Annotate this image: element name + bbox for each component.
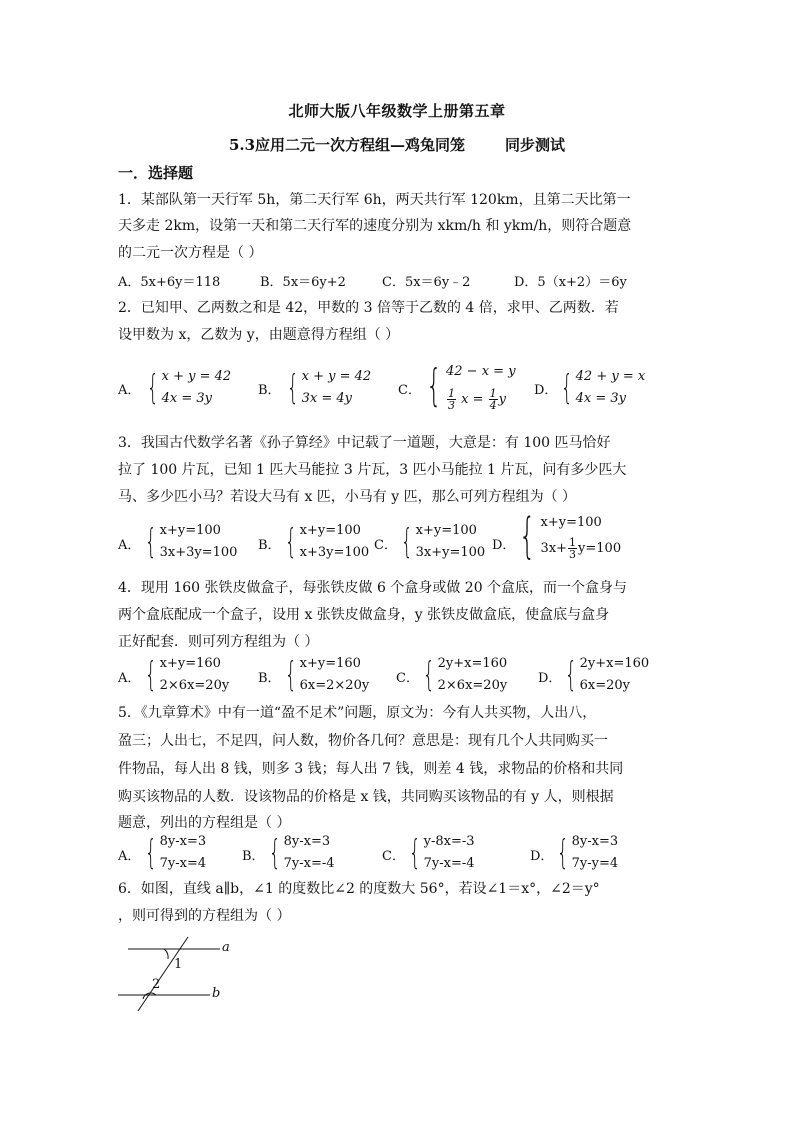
angle-1-arc — [164, 949, 168, 959]
brace-icon: { — [284, 655, 297, 695]
q5-label-b: B． — [242, 849, 265, 864]
brace-icon: { — [422, 655, 435, 695]
q4-label-c: C． — [396, 671, 419, 686]
q4-label-d: D． — [538, 671, 562, 686]
brace-icon: { — [144, 833, 157, 873]
q1-option-b[interactable]: B．5x＝6y+2 — [260, 275, 346, 290]
eq-row: 3x+y=100 — [415, 545, 486, 560]
doc-subtitle — [0, 134, 794, 155]
eq-row: $\frac{1}{3}$ x = $\frac{1}{4}$ y — [448, 387, 506, 412]
brace-icon: { — [144, 522, 157, 562]
q4-option-c[interactable] — [418, 653, 507, 697]
q5-label-d: D． — [530, 849, 554, 864]
eq-row: x+y=100 — [159, 523, 221, 538]
eq-row: x+y=100 — [299, 523, 361, 538]
q4-option-b[interactable] — [280, 653, 369, 697]
eq-row: 7y-x=4 — [159, 856, 207, 871]
eq-row: x+y=160 — [159, 656, 221, 671]
q3-label-d: D． — [492, 538, 516, 553]
angle-1-label: 1 — [174, 957, 183, 972]
q3-option-a[interactable] — [140, 520, 237, 564]
q4-line-2: 两个盒底配成一个盒子，设用 x 张铁皮做盒身，y 张铁皮做盒底，使盒底与盒身 — [118, 607, 610, 623]
q5-option-c[interactable] — [404, 831, 475, 875]
q5-line-4: 购买该物品的人数．设该物品的价格是 x 钱，共同购买该物品的有 y 人，则根据 — [118, 789, 614, 805]
angle-2-label: 2 — [152, 977, 161, 992]
q6-line-1: 6．如图，直线 a∥b，∠1 的度数比∠2 的度数大 56°，若设∠1＝x°，∠2＝y° — [118, 881, 600, 897]
brace-icon: { — [426, 360, 442, 411]
brace-icon: { — [286, 368, 299, 408]
eq-row: 2y+x=160 — [579, 656, 650, 671]
q1-option-d[interactable]: D．5（x+2）＝6y — [514, 275, 627, 290]
eq-row: 4x = 3y — [575, 391, 627, 406]
q3-label-c: C． — [374, 538, 397, 553]
eq-row: 2y+x=160 — [437, 656, 508, 671]
eq-row: x + y = 42 — [161, 369, 232, 384]
eq-row: 4x = 3y — [161, 391, 213, 406]
brace-icon: { — [284, 522, 297, 562]
q5-line-2: 盈三；人出七，不足四，问人数，物价各几何？意思是：现有几个人共同购买一 — [118, 733, 608, 749]
q2-label-c: C． — [398, 383, 421, 398]
eq-row: 3x+ $\frac{1}{3}$ y=100 — [540, 536, 622, 561]
eq-row: 8y-x=3 — [283, 834, 331, 849]
eq-row: 7y-x=-4 — [423, 856, 475, 871]
q1-line-2: 天多走 2km，设第一天和第二天行军的速度分别为 xkm/h 和 ykm/h，则符合题意 — [118, 218, 632, 234]
brace-icon: { — [518, 508, 536, 564]
eq-row: 6x=2×20y — [299, 678, 370, 693]
brace-icon: { — [146, 368, 159, 408]
eq-row: 2×6x=20y — [437, 678, 508, 693]
q3-line-1: 3．我国古代数学名著《孙子算经》中记载了一道题，大意是：有 100 匹马恰好 — [118, 435, 611, 451]
q4-label-b: B． — [258, 671, 281, 686]
eq-row: 8y-x=3 — [571, 834, 619, 849]
q2-option-d[interactable] — [556, 366, 645, 410]
q3-label-a: A． — [118, 538, 141, 553]
eq-row: x+y=160 — [299, 656, 361, 671]
line-a-label: a — [222, 940, 230, 955]
q5-option-d[interactable] — [552, 831, 618, 875]
q3-option-c[interactable] — [396, 520, 485, 564]
q6-line-2: ，则可得到的方程组为（ ） — [118, 908, 291, 924]
q2-option-c[interactable] — [420, 358, 516, 414]
q2-line-1: 2．已知甲、乙两数之和是 42，甲数的 3 倍等于乙数的 4 倍，求甲、乙两数．若 — [118, 300, 619, 316]
q5-line-1: 5．《九章算术》中有一道“盈不足术”问题，原文为：今有人共买物，人出八， — [118, 705, 597, 721]
q1-option-a[interactable]: A．5x+6y＝118 — [118, 275, 221, 290]
q2-option-a[interactable] — [142, 366, 231, 410]
q3-line-2: 拉了 100 片瓦，已知 1 匹大马能拉 3 片瓦，3 匹小马能拉 1 片瓦，问有多少匹大 — [118, 462, 627, 478]
q4-label-a: A． — [118, 671, 141, 686]
subtitle-tag: 同步测试 — [505, 136, 566, 154]
q2-option-b[interactable] — [282, 366, 371, 410]
brace-icon: { — [400, 522, 413, 562]
q3-label-b: B． — [258, 538, 281, 553]
eq-row: 2×6x=20y — [159, 678, 230, 693]
q5-option-a[interactable] — [140, 831, 206, 875]
q4-option-d[interactable] — [560, 653, 649, 697]
brace-icon: { — [560, 368, 573, 408]
q3-line-3: 马、多少匹小马？若设大马有 x 匹，小马有 y 匹，那么可列方程组为（ ） — [118, 489, 577, 505]
fraction: $\frac{1}{4}$ — [489, 387, 497, 412]
eq-row: 42 − x = y — [446, 364, 516, 379]
q3-option-d[interactable] — [512, 510, 621, 562]
brace-icon: { — [564, 655, 577, 695]
eq-row: 7y-y=4 — [571, 856, 619, 871]
q2-label-d: D． — [534, 383, 558, 398]
line-b-label: b — [212, 986, 221, 1001]
eq-row: 42 + y = x — [575, 369, 646, 384]
q5-label-a: A． — [118, 849, 141, 864]
q4-option-a[interactable] — [140, 653, 229, 697]
eq-row: 3x = 4y — [301, 391, 353, 406]
eq-row: 6x=20y — [579, 678, 631, 693]
subtitle-main: 5.3应用二元一次方程组—鸡兔同笼 — [228, 136, 466, 154]
q3-option-b[interactable] — [280, 520, 369, 564]
eq-row: 8y-x=3 — [159, 834, 207, 849]
eq-row: y-8x=-3 — [423, 834, 475, 849]
q1-line-1: 1．某部队第一天行军 5h，第二天行军 6h，两天共行军 120km，且第二天比第一 — [118, 192, 631, 208]
q2-label-b: B． — [258, 383, 281, 398]
transversal-line — [138, 937, 188, 1011]
section-heading: 一．选择题 — [118, 164, 194, 182]
eq-row: x + y = 42 — [301, 369, 372, 384]
brace-icon: { — [268, 833, 281, 873]
q2-label-a: A． — [118, 383, 141, 398]
eq-row: x+y=100 — [415, 523, 477, 538]
brace-icon: { — [556, 833, 569, 873]
q4-line-1: 4．现用 160 张铁皮做盒子，每张铁皮做 6 个盒身或做 20 个盒底，而一个盒身与 — [118, 580, 628, 596]
eq-row: x+3y=100 — [299, 545, 370, 560]
q5-option-b[interactable] — [264, 831, 335, 875]
eq-row: 7y-x=-4 — [283, 856, 335, 871]
q5-label-c: C． — [382, 849, 405, 864]
fraction: $\frac{1}{3}$ — [569, 536, 577, 561]
q4-line-3: 正好配套．则可列方程组为（ ） — [118, 634, 319, 650]
eq-row: 3x+3y=100 — [159, 545, 238, 560]
fraction: $\frac{1}{3}$ — [448, 387, 455, 412]
q2-line-2: 设甲数为 x，乙数为 y，由题意得方程组（ ） — [118, 327, 400, 343]
eq-row: x+y=100 — [540, 515, 602, 530]
q1-line-3: 的二元一次方程是（ ） — [118, 245, 263, 261]
q1-option-c[interactable]: C．5x＝6y﹣2 — [382, 275, 471, 290]
doc-title: 北师大版八年级数学上册第五章 — [288, 102, 506, 120]
q5-line-5: 题意，列出的方程组是（ ） — [118, 815, 291, 831]
parallel-lines-figure — [110, 935, 240, 1015]
q5-line-3: 件物品，每人出 8 钱，则多 3 钱；每人出 7 钱，则差 4 钱，求物品的价格和共同 — [118, 761, 624, 777]
brace-icon: { — [144, 655, 157, 695]
brace-icon: { — [408, 833, 421, 873]
